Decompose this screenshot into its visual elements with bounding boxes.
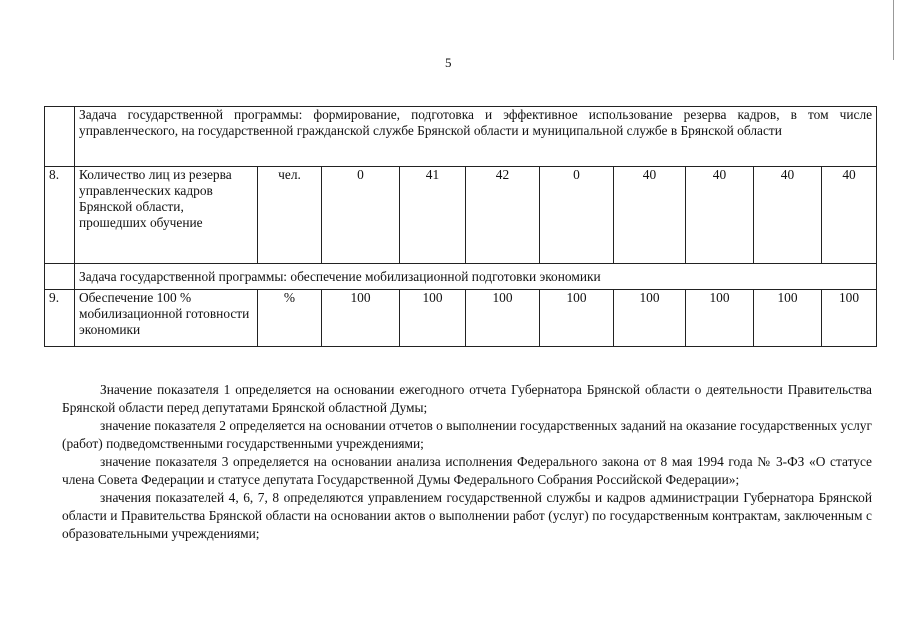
indicator-value: 0 bbox=[322, 167, 400, 264]
note-paragraph: значение показателя 2 определяется на основании отчетов о выполнении государственных заданий на оказание государственных услуг (работ) подведомственными государственными учреждениями; bbox=[62, 418, 872, 451]
table-row-task-2 bbox=[45, 264, 877, 290]
table-row bbox=[45, 167, 877, 264]
task-1-text: Задача государственной программы: формирование, подготовка и эффективное использование резерва кадров, в том числе управленческого, на государственной гражданской службе Брянской области и муниципальной службе в Брянской области bbox=[75, 107, 877, 167]
indicator-value: 40 bbox=[614, 167, 686, 264]
note-paragraph: значения показателей 4, 6, 7, 8 определяются управлением государственной службы и кадров администрации Губернатора Брянской области и Правительства Брянской области на основании актов о выполнении работ (услуг) по государственным контрактам, заключенным с образовательными учреждениями; bbox=[62, 490, 872, 541]
indicator-value: 100 bbox=[400, 290, 466, 347]
indicator-value: 100 bbox=[686, 290, 754, 347]
note-paragraph: Значение показателя 1 определяется на основании ежегодного отчета Губернатора Брянской области о деятельности Правительства Брянской области перед депутатами Брянской областной Думы; bbox=[62, 382, 872, 415]
note-paragraph: значение показателя 3 определяется на основании анализа исполнения Федерального закона от 8 мая 1994 года № 3-ФЗ «О статусе члена Совета Федерации и статусе депутата Государственной Думы Федерального Собрания Российской Федерации»; bbox=[62, 454, 872, 487]
row-number: 8. bbox=[45, 167, 75, 264]
scan-edge-mark bbox=[893, 0, 894, 60]
indicator-value: 40 bbox=[686, 167, 754, 264]
indicator-value: 100 bbox=[822, 290, 877, 347]
indicator-name: Количество лиц из резерва управленческих кадров Брянской области, прошедших обучение bbox=[75, 167, 258, 264]
table-cell-empty bbox=[45, 264, 75, 290]
table-row bbox=[45, 290, 877, 347]
row-number: 9. bbox=[45, 290, 75, 347]
indicator-value: 41 bbox=[400, 167, 466, 264]
indicator-value: 100 bbox=[322, 290, 400, 347]
indicator-value: 100 bbox=[754, 290, 822, 347]
indicator-value: 100 bbox=[540, 290, 614, 347]
indicator-value: 40 bbox=[754, 167, 822, 264]
table-row-task-1 bbox=[45, 107, 877, 167]
indicator-value: 42 bbox=[466, 167, 540, 264]
page-number: 5 bbox=[445, 55, 452, 70]
indicators-table bbox=[44, 106, 877, 347]
indicator-value: 100 bbox=[466, 290, 540, 347]
indicator-value: 40 bbox=[822, 167, 877, 264]
task-2-text: Задача государственной программы: обеспечение мобилизационной подготовки экономики bbox=[75, 264, 877, 290]
indicator-unit: % bbox=[258, 290, 322, 347]
indicator-value: 100 bbox=[614, 290, 686, 347]
indicator-notes bbox=[62, 381, 872, 543]
indicator-name: Обеспечение 100 % мобилизационной готовности экономики bbox=[75, 290, 258, 347]
indicator-unit: чел. bbox=[258, 167, 322, 264]
table-cell-empty bbox=[45, 107, 75, 167]
indicator-value: 0 bbox=[540, 167, 614, 264]
